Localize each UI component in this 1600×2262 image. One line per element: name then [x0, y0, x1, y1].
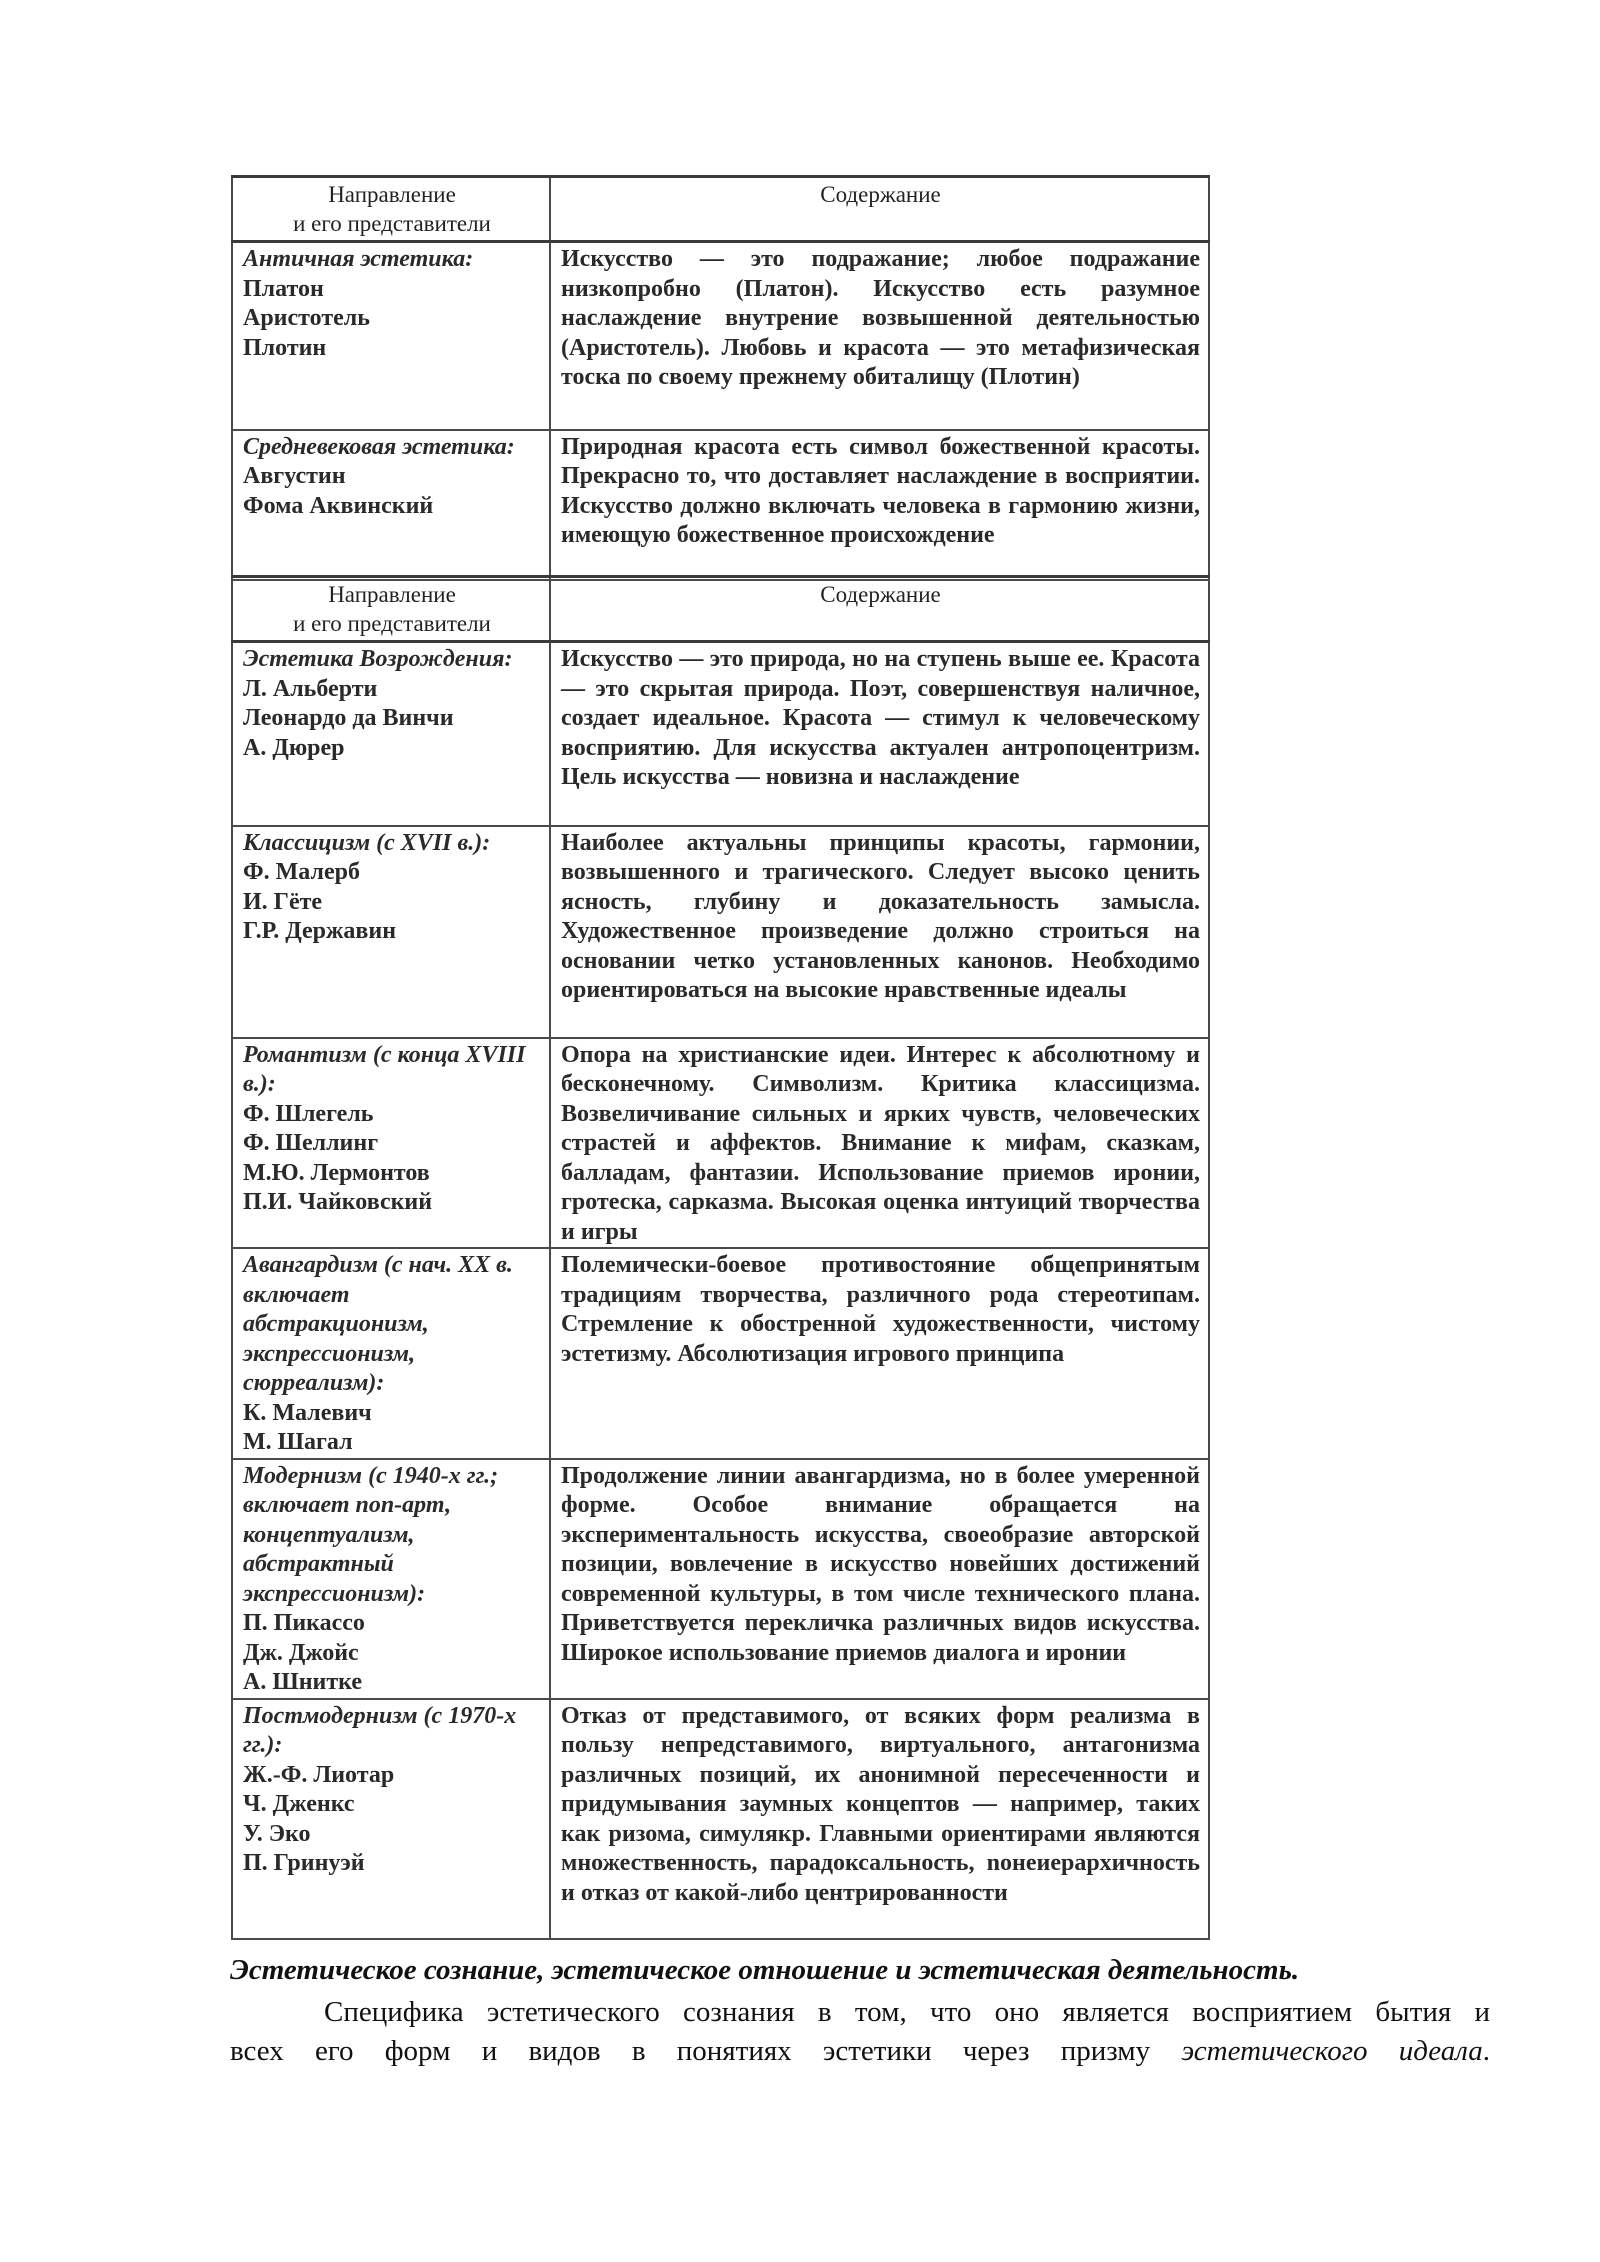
header-direction-line1: Направление	[328, 182, 456, 207]
paragraph-text: всех его форм и видов в понятиях эстетики через призму	[230, 2035, 1151, 2067]
body-paragraph	[230, 1993, 1490, 2071]
representative-name: М.Ю. Лермонтов	[243, 1159, 430, 1186]
representative-name: Фома Аквинский	[243, 492, 434, 519]
table-row	[232, 1248, 1209, 1459]
header-direction	[232, 577, 550, 642]
representative-name: Г.Р. Державин	[243, 918, 397, 944]
content-cell: Продолжение линии авангардизма, но в более умеренной форме. Особое внимание обращается на экспериментальность искусства, своеобразие авторской позиции, вовлечение в искусство новейших достижений современной культуры, в том числе технического плана. Приветствуется перекличка различных видов искусства. Широкое использование приемов диалога и иронии	[550, 1459, 1209, 1699]
content-cell: Отказ от представимого, от всяких форм реализма в пользу непредставимого, виртуального, антагонизма различных позиций, их анонимной пересеченности и придумывания заумных концептов — например, таких как ризома, симулякр. Главными ориентирами являются множественность, парадоксальность, noнeиерархичность и отказ от какой-либо центрированности	[550, 1699, 1209, 1939]
table-header-row	[232, 177, 1209, 242]
direction-cell	[232, 1459, 550, 1699]
direction-cell	[232, 1699, 550, 1939]
representative-name: У. Эко	[243, 1820, 311, 1847]
direction-label: Авангардизм (с нач. XX в. включает абстракционизм, экспрессионизм, сюрреализм):	[243, 1252, 513, 1396]
table-row	[232, 642, 1209, 826]
direction-cell	[232, 642, 550, 826]
representative-name: А. Дюрер	[243, 734, 345, 761]
direction-cell	[232, 1038, 550, 1249]
direction-label: Классицизм (с XVII в.):	[243, 829, 491, 856]
header-direction-line2: и его представители	[293, 211, 491, 236]
representative-name: А. Шнитке	[243, 1669, 363, 1695]
aesthetics-table-part2	[231, 575, 1210, 1940]
representative-name: Ж.-Ф. Лиотар	[243, 1761, 395, 1788]
header-direction-line2: и его представители	[293, 611, 491, 636]
paragraph-period: .	[1482, 2035, 1491, 2067]
representative-name: М. Шагал	[243, 1429, 353, 1455]
content-cell: Природная красота есть символ божественной красоты. Прекрасно то, что доставляет наслаждение в восприятии. Искусство должно включать человека в гармонию жизни, имеющую божественное происхождение	[550, 430, 1209, 580]
representative-name: Дж. Джойс	[243, 1639, 359, 1666]
direction-cell	[232, 242, 550, 430]
table-row	[232, 430, 1209, 580]
emphasized-term: эстетического идеала	[1181, 2035, 1483, 2067]
representative-name: И. Гёте	[243, 888, 323, 915]
table-row	[232, 826, 1209, 1038]
representative-name: К. Малевич	[243, 1399, 372, 1426]
representative-name: Ч. Дженкс	[243, 1791, 355, 1817]
representative-name: Плотин	[243, 334, 327, 361]
paragraph-line	[230, 2032, 1490, 2071]
content-cell: Искусство — это природа, но на ступень выше ее. Красота — это скрытая природа. Поэт, совершенствуя наличное, создает идеальное. Красота — стимул к человеческому восприятию. Для искусства актуален антропоцентризм. Цель искусства — новизна и наслаждение	[550, 642, 1209, 826]
representative-name: Л. Альберти	[243, 675, 378, 702]
header-content: Содержание	[550, 577, 1209, 642]
section-title: Эстетическое сознание, эстетическое отношение и эстетическая деятельность.	[230, 1954, 1300, 1986]
table-row	[232, 1459, 1209, 1699]
content-cell: Полемически-боевое противостояние общепринятым традициям творчества, различного рода стереотипам. Стремление к обостренной художественности, чистому эстетизму. Абсолютизация игрового принципа	[550, 1248, 1209, 1459]
header-direction-line1: Направление	[328, 582, 456, 607]
direction-cell	[232, 826, 550, 1038]
direction-label: Средневековая эстетика:	[243, 433, 515, 460]
paragraph-line: Специфика эстетического сознания в том, что оно является восприятием бытия и	[324, 1996, 1490, 2028]
representative-name: Августин	[243, 463, 346, 489]
direction-label: Эстетика Возрождения:	[243, 646, 513, 672]
representative-name: П.И. Чайковский	[243, 1189, 433, 1215]
representative-name: Ф. Шлегель	[243, 1100, 374, 1127]
direction-cell	[232, 1248, 550, 1459]
content-cell: Наиболее актуальны принципы красоты, гармонии, возвышенного и трагического. Следует высоко ценить ясность, глубину и доказательность замысла. Художественное произведение должно строиться на основании четко установленных канонов. Необходимо ориентироваться на высокие нравственные идеалы	[550, 826, 1209, 1038]
representative-name: Аристотель	[243, 305, 370, 331]
table-header-row	[232, 577, 1209, 642]
aesthetics-table-part1	[231, 175, 1210, 581]
direction-label: Постмодернизм (с 1970-х гг.):	[243, 1702, 517, 1758]
table-row	[232, 1699, 1209, 1939]
content-cell: Опора на христианские идеи. Интерес к абсолютному и бесконечному. Символизм. Критика классицизма. Возвеличивание сильных и ярких чувств, человеческих страстей и аффектов. Внимание к мифам, сказкам, балладам, фантазии. Использование приемов иронии, гротеска, сарказма. Высокая оценка интуиций творчества и игры	[550, 1038, 1209, 1249]
table-row	[232, 242, 1209, 430]
direction-label: Античная эстетика:	[243, 246, 474, 272]
content-cell: Искусство — это подражание; любое подражание низкопробно (Платон). Искусство есть разумное наслаждение внутрение возвышенной деятельностью (Аристотель). Любовь и красота — это метафизическая тоска по своему прежнему обиталищу (Плотин)	[550, 242, 1209, 430]
direction-label: Романтизм (с конца XVIII в.):	[243, 1041, 526, 1097]
representative-name: П. Гринуэй	[243, 1850, 365, 1876]
header-content: Содержание	[550, 177, 1209, 242]
table-row	[232, 1038, 1209, 1249]
representative-name: П. Пикассо	[243, 1610, 365, 1636]
direction-cell	[232, 430, 550, 580]
header-direction	[232, 177, 550, 242]
representative-name: Платон	[243, 275, 324, 302]
representative-name: Ф. Шеллинг	[243, 1130, 379, 1156]
representative-name: Ф. Малерб	[243, 859, 360, 885]
direction-label: Модернизм (с 1940-х гг.; включает поп-арт, концептуализм, абстрактный экспрессионизм):	[243, 1462, 499, 1607]
representative-name: Леонардо да Винчи	[243, 705, 454, 731]
